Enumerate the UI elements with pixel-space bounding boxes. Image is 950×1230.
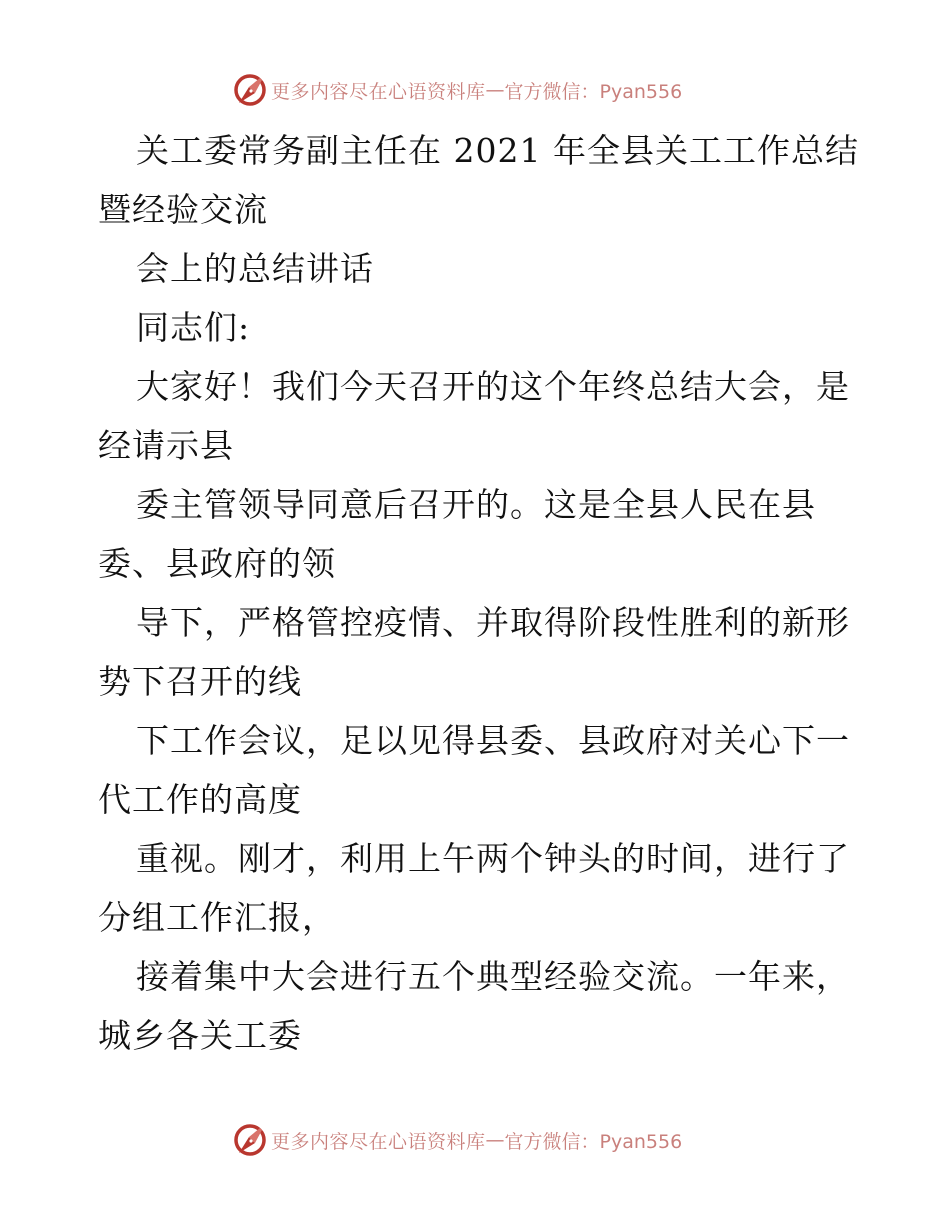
watermark-text: 更多内容尽在心语资料库 bbox=[271, 1130, 486, 1153]
pen-nib-logo-icon bbox=[233, 73, 267, 107]
footer-watermark bbox=[233, 1122, 682, 1158]
salutation: 同志们: bbox=[136, 308, 251, 347]
paragraph-line: 分组工作汇报， bbox=[98, 898, 336, 937]
document-body bbox=[98, 121, 858, 1065]
paragraph-line: 城乡各关工委 bbox=[98, 1016, 302, 1055]
watermark-wechat: 官方微信：Pyan556 bbox=[504, 80, 683, 103]
pen-nib-logo-icon bbox=[233, 1123, 267, 1157]
paragraph-line: 下工作会议，足以见得县委、县政府对关心下一 bbox=[136, 721, 850, 760]
paragraph-line: 重视。刚才，利用上午两个钟头的时间，进行了 bbox=[136, 839, 850, 878]
title-line-2: 暨经验交流 bbox=[98, 190, 268, 229]
watermark-text: 更多内容尽在心语资料库 bbox=[271, 80, 486, 103]
paragraph-line: 委主管领导同意后召开的。这是全县人民在县 bbox=[136, 485, 816, 524]
paragraph-line: 大家好！我们今天召开的这个年终总结大会，是 bbox=[136, 367, 850, 406]
title-line-3: 会上的总结讲话 bbox=[136, 249, 374, 288]
header-watermark bbox=[233, 72, 682, 108]
paragraph-line: 势下召开的线 bbox=[98, 662, 302, 701]
paragraph-line: 经请示县 bbox=[98, 426, 234, 465]
paragraph-line: 委、县政府的领 bbox=[98, 544, 336, 583]
watermark-wechat: 官方微信：Pyan556 bbox=[504, 1130, 683, 1153]
paragraph-line: 代工作的高度 bbox=[98, 780, 302, 819]
paragraph-line: 导下，严格管控疫情、并取得阶段性胜利的新形 bbox=[136, 603, 850, 642]
title-line-1: 关工委常务副主任在 2021 年全县关工工作总结 bbox=[136, 131, 859, 170]
watermark-separator: — bbox=[485, 79, 505, 101]
watermark-separator: — bbox=[485, 1129, 505, 1151]
paragraph-line: 接着集中大会进行五个典型经验交流。一年来， bbox=[136, 957, 850, 996]
